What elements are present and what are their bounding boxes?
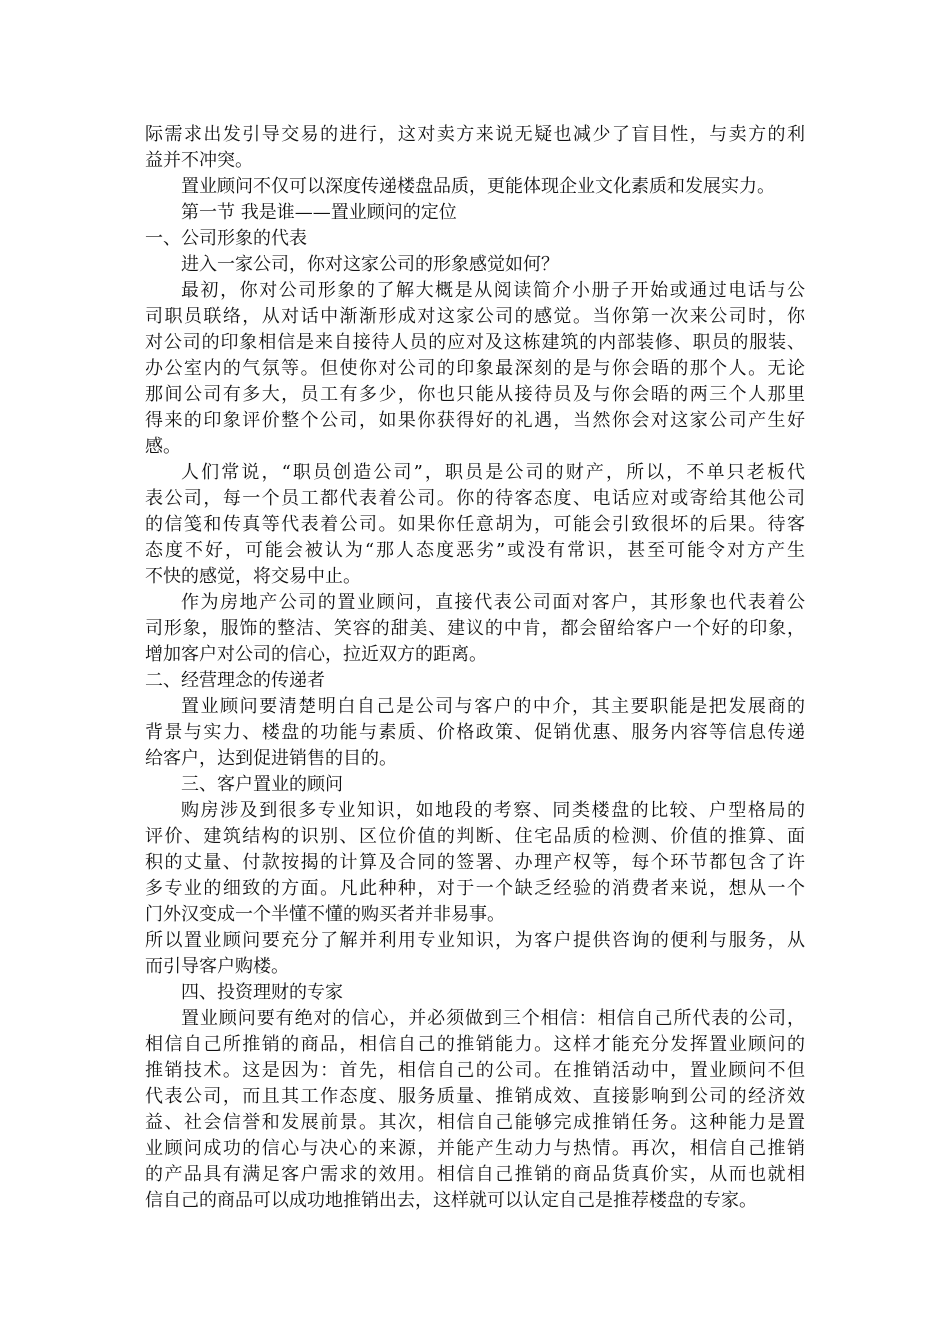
text-line: 进入一家公司，你对这家公司的形象感觉如何？	[181, 254, 559, 275]
text-line: 司职员联络，从对话中渐渐形成对这家公司的感觉。当你第一次来公司时，你	[145, 306, 805, 327]
text-line: 的产品具有满足客户需求的效用。相信自己推销的商品货真价实，从而也就相	[145, 1164, 805, 1185]
text-line: 积的丈量、付款按揭的计算及合同的签署、办理产权等，每个环节都包含了许	[145, 852, 805, 873]
text-line: 对公司的印象相信是来自接待人员的应对及这栋建筑的内部装修、职员的服装、	[145, 332, 805, 353]
text-line: 益并不冲突。	[145, 150, 253, 171]
text-line: 感。	[145, 436, 181, 457]
text-line: 评价、建筑结构的识别、区位价值的判断、住宅品质的检测、价值的推算、面	[145, 826, 805, 847]
text-line: 三、客户置业的顾问	[181, 774, 343, 795]
text-line: 最初，你对公司形象的了解大概是从阅读简介小册子开始或通过电话与公	[181, 280, 805, 301]
text-line: 而引导客户购楼。	[145, 956, 289, 977]
text-line: 得来的印象评价整个公司，如果你获得好的礼遇，当然你会对这家公司产生好	[145, 410, 805, 431]
text-line: 给客户，达到促进销售的目的。	[145, 748, 397, 769]
text-line: 益、社会信誉和发展前景。其次，相信自己能够完成推销任务。这种能力是置	[145, 1112, 805, 1133]
text-line: 门外汉变成一个半懂不懂的购买者并非易事。	[145, 904, 505, 925]
text-line: 二、经营理念的传递者	[145, 670, 325, 691]
text-line: 所以置业顾问要充分了解并利用专业知识，为客户提供咨询的便利与服务，从	[145, 930, 805, 951]
text-line: 的信笺和传真等代表着公司。如果你任意胡为，可能会引致很坏的后果。待客	[145, 514, 805, 535]
text-line: 信自己的商品可以成功地推销出去，这样就可以认定自己是推荐楼盘的专家。	[145, 1190, 757, 1211]
text-line: 作为房地产公司的置业顾问，直接代表公司面对客户，其形象也代表着公	[181, 592, 805, 613]
text-line: 相信自己所推销的商品，相信自己的推销能力。这样才能充分发挥置业顾问的	[145, 1034, 805, 1055]
document-page	[145, 122, 805, 1214]
text-line: 际需求出发引导交易的进行，这对卖方来说无疑也减少了盲目性，与卖方的利	[145, 124, 805, 145]
text-line: 那间公司有多大，员工有多少，你也只能从接待员及与你会晤的两三个人那里	[145, 384, 805, 405]
text-line: 购房涉及到很多专业知识，如地段的考察、同类楼盘的比较、户型格局的	[181, 800, 805, 821]
text-line: 置业顾问要清楚明白自己是公司与客户的中介，其主要职能是把发展商的	[181, 696, 805, 717]
text-line: 一、公司形象的代表	[145, 228, 307, 249]
text-line: 置业顾问不仅可以深度传递楼盘品质，更能体现企业文化素质和发展实力。	[181, 176, 775, 197]
text-line: 推销技术。这是因为：首先，相信自己的公司。在推销活动中，置业顾问不但	[145, 1060, 805, 1081]
text-line: 置业顾问要有绝对的信心，并必须做到三个相信：相信自己所代表的公司，	[181, 1008, 805, 1029]
text-line: 背景与实力、楼盘的功能与素质、价格政策、促销优惠、服务内容等信息传递	[145, 722, 805, 743]
text-line: 四、投资理财的专家	[181, 982, 343, 1003]
text-line: 表公司，每一个员工都代表着公司。你的待客态度、电话应对或寄给其他公司	[145, 488, 805, 509]
text-line: 业顾问成功的信心与决心的来源，并能产生动力与热情。再次，相信自己推销	[145, 1138, 805, 1159]
text-line: 多专业的细致的方面。凡此种种，对于一个缺乏经验的消费者来说，想从一个	[145, 878, 805, 899]
text-line: 司形象，服饰的整洁、笑容的甜美、建议的中肯，都会留给客户一个好的印象，	[145, 618, 805, 639]
text-line: 代表公司，而且其工作态度、服务质量、推销成效、直接影响到公司的经济效	[145, 1086, 805, 1107]
text-line: 不快的感觉，将交易中止。	[145, 566, 361, 587]
text-line: 态度不好，可能会被认为“那人态度恶劣”或没有常识，甚至可能令对方产生	[145, 540, 805, 561]
text-line: 第一节 我是谁——置业顾问的定位	[181, 202, 457, 223]
text-line: 人们常说，“职员创造公司”，职员是公司的财产，所以，不单只老板代	[181, 462, 805, 483]
text-line: 办公室内的气氛等。但使你对公司的印象最深刻的是与你会晤的那个人。无论	[145, 358, 805, 379]
text-line: 增加客户对公司的信心，拉近双方的距离。	[145, 644, 487, 665]
